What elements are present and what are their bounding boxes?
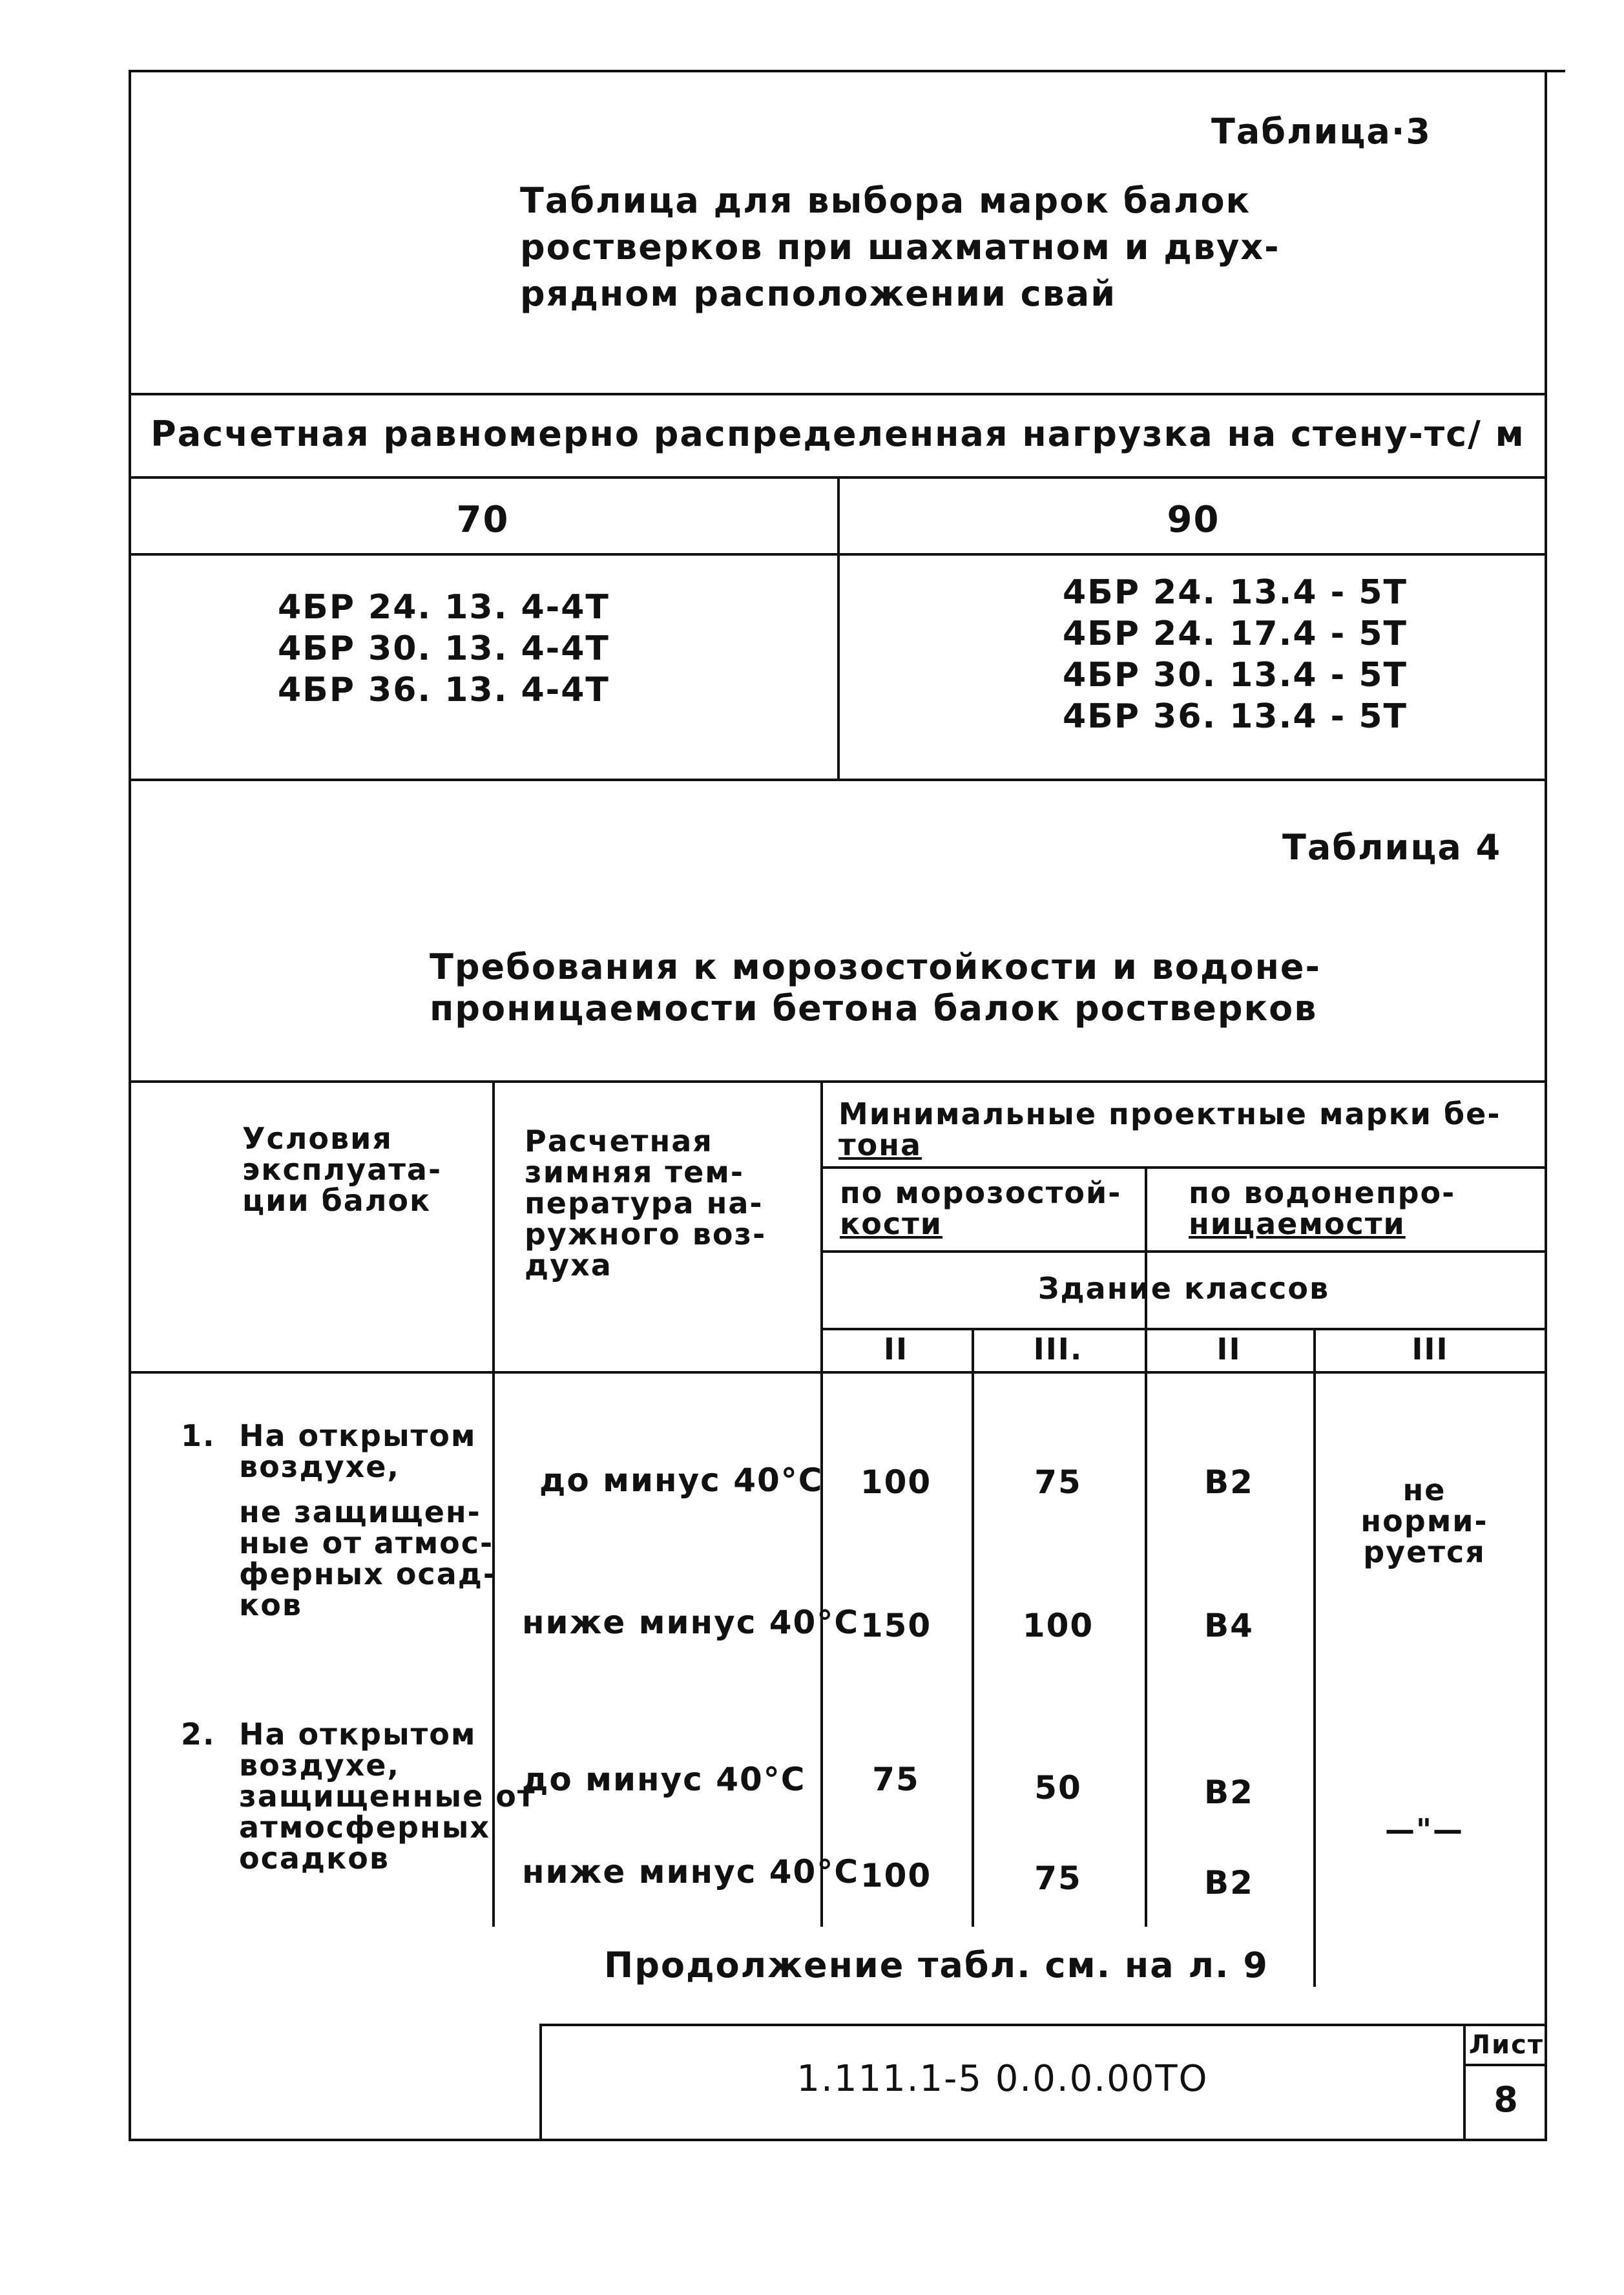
header-line: ницаемости	[1189, 1206, 1406, 1241]
rule	[1463, 2064, 1547, 2066]
condition-line: ков	[239, 1588, 302, 1622]
conditions-header	[242, 1123, 442, 1216]
row2-frost-class2-b: 100	[860, 1857, 932, 1894]
table4-title-line: проницаемости бетона балок ростверков	[430, 988, 1318, 1029]
condition-line: не защищен-	[239, 1494, 481, 1529]
condition-line: защищенные от	[239, 1779, 536, 1814]
table3-title-line: рядном расположении свай	[520, 273, 1117, 314]
condition-line: ные от атмос-	[239, 1525, 494, 1560]
rule	[129, 553, 1547, 556]
condition-line: ферных осад-	[239, 1556, 497, 1591]
header-line: Условия	[242, 1121, 393, 1156]
header-line: Минимальные проектные марки бе-	[838, 1096, 1501, 1131]
header-line: Расчетная	[525, 1124, 713, 1158]
row1-note	[1340, 1474, 1508, 1567]
row2-temp-b: ниже минус 40°С	[522, 1853, 860, 1891]
row2-water-class2-b: В2	[1204, 1864, 1254, 1902]
col2-marks	[1063, 572, 1408, 737]
table4-caption: Таблица 4	[1282, 827, 1502, 868]
class-label: III.	[1033, 1332, 1083, 1367]
col-divider	[1313, 1328, 1316, 1987]
table4-top-rule	[129, 1080, 1547, 1083]
condition-line: осадков	[239, 1841, 390, 1876]
rule	[820, 1166, 1547, 1169]
header-bottom-rule	[129, 1371, 820, 1374]
rule	[820, 1250, 1547, 1253]
table4-title-line: Требования к морозостойкости и водоне-	[430, 947, 1321, 987]
row1-frost-class2-a: 100	[860, 1463, 932, 1501]
row1-temp-b: ниже минус 40°С	[522, 1604, 860, 1641]
sheet-label: Лист	[1468, 2030, 1545, 2060]
table3-caption: Таблица·3	[1211, 111, 1431, 152]
row2-number: 2.	[181, 1717, 216, 1752]
beam-mark: 4БР 30. 13.4 - 5Т	[1063, 656, 1408, 695]
header-line: по водонепро-	[1189, 1175, 1456, 1210]
temperature-header	[525, 1126, 766, 1281]
load-70-header: 70	[456, 499, 510, 541]
min-grades-header	[838, 1098, 1501, 1160]
stamp-top-rule	[539, 2024, 1547, 2026]
note-line: норми-	[1360, 1504, 1488, 1538]
row2-frost-class2-a: 75	[872, 1761, 920, 1798]
beam-mark: 4БР 24. 17.4 - 5Т	[1063, 614, 1408, 653]
row1-frost-class2-b: 150	[860, 1607, 932, 1644]
beam-mark: 4БР 24. 13. 4-4Т	[278, 588, 610, 627]
sheet-number: 8	[1494, 2079, 1519, 2120]
building-classes-header: Здание классов	[1037, 1271, 1330, 1306]
row2-condition	[239, 1719, 536, 1874]
class-label: III	[1411, 1332, 1449, 1367]
header-line: ружного воз-	[525, 1217, 767, 1252]
row1-condition	[239, 1420, 497, 1620]
header-line: зимняя тем-	[525, 1155, 744, 1189]
row1-water-class2-a: В2	[1204, 1463, 1254, 1501]
row1-temp-a: до минус 40°С	[539, 1462, 824, 1499]
water-header	[1189, 1177, 1455, 1239]
table3-top-rule	[129, 393, 1547, 395]
table3-bottom-rule	[129, 779, 1547, 781]
note-line: не	[1402, 1472, 1446, 1507]
beam-mark: 4БР 30. 13. 4-4Т	[278, 629, 610, 668]
beam-mark: 4БР 36. 13.4 - 5Т	[1063, 697, 1408, 736]
header-line: тона	[838, 1127, 922, 1162]
class-label: II	[1216, 1332, 1242, 1367]
condition-line: На открытом	[239, 1418, 477, 1453]
table3-title	[520, 178, 1280, 317]
condition-line: На открытом	[239, 1717, 477, 1752]
class-label: II	[883, 1332, 909, 1367]
row1-water-class2-b: В4	[1204, 1607, 1254, 1644]
document-code: 1.111.1-5 0.0.0.00ТО	[796, 2058, 1209, 2100]
col-divider	[820, 1080, 823, 1927]
rule	[820, 1371, 1547, 1374]
frost-header	[840, 1177, 1121, 1239]
row1-frost-class3-a: 75	[1034, 1463, 1082, 1501]
header-line: духа	[525, 1248, 612, 1283]
condition-line: воздухе,	[239, 1748, 400, 1783]
table3-title-line: ростверков при шахматном и двух-	[520, 227, 1280, 267]
row2-water-class2-a: В2	[1204, 1774, 1254, 1811]
table4-title	[430, 947, 1321, 1029]
col1-marks	[278, 587, 610, 711]
note-line: руется	[1363, 1535, 1486, 1569]
header-line: кости	[840, 1206, 942, 1241]
condition-line: воздухе,	[239, 1449, 400, 1484]
header-line: эксплуата-	[242, 1152, 442, 1187]
row2-frost-class3-a: 50	[1034, 1769, 1082, 1807]
beam-mark: 4БР 24. 13.4 - 5Т	[1063, 573, 1408, 612]
header-line: ции балок	[242, 1183, 432, 1218]
continuation-note: Продолжение табл. см. на л. 9	[604, 1945, 1269, 1986]
rule	[820, 1328, 1547, 1330]
row2-temp-a: до минус 40°С	[522, 1761, 806, 1798]
beam-mark: 4БР 36. 13. 4-4Т	[278, 671, 610, 709]
row2-frost-class3-b: 75	[1034, 1860, 1082, 1897]
row2-note: —"—	[1385, 1812, 1464, 1847]
load-90-header: 90	[1167, 499, 1220, 541]
table3-title-line: Таблица для выбора марок балок	[520, 180, 1251, 221]
frame-tick	[1547, 70, 1565, 72]
header-line: пература на-	[525, 1186, 764, 1221]
load-header: Расчетная равномерно распределенная нагрузка на стену-тс/ м	[151, 414, 1525, 454]
row1-number: 1.	[181, 1418, 216, 1453]
row1-frost-class3-b: 100	[1022, 1607, 1094, 1644]
condition-line: атмосферных	[239, 1810, 490, 1845]
header-line: по морозостой-	[840, 1175, 1122, 1210]
